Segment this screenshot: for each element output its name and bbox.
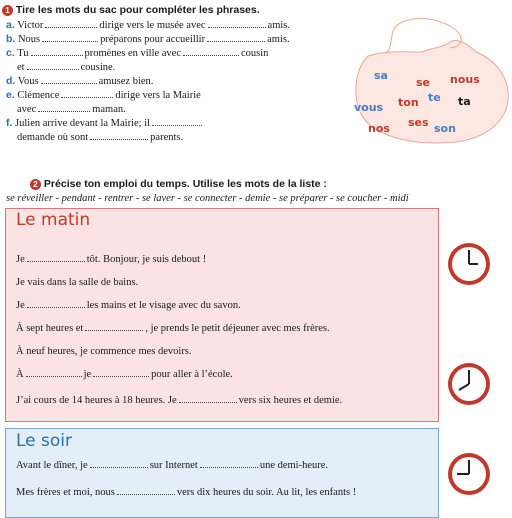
answer-blank[interactable] bbox=[27, 61, 79, 70]
answer-blank[interactable] bbox=[117, 486, 175, 495]
item-text: cousine. bbox=[80, 62, 116, 73]
ex1-item-f bbox=[6, 117, 204, 130]
line-text: Je vais dans la salle de bains. bbox=[16, 277, 139, 288]
answer-blank[interactable] bbox=[27, 299, 85, 308]
matin-line bbox=[16, 276, 138, 289]
ex1-item-c2 bbox=[17, 61, 115, 74]
soir-line bbox=[16, 486, 356, 499]
line-text: les mains et le visage avec du savon. bbox=[86, 300, 241, 311]
matin-box bbox=[5, 208, 439, 422]
ex1-heading bbox=[2, 4, 260, 17]
ex1-instruction: Tire les mots du sac pour compléter les phrases. bbox=[15, 4, 260, 16]
item-text: Clémence bbox=[17, 90, 60, 101]
bag-word: ses bbox=[408, 116, 429, 129]
ex2-number: 2 bbox=[30, 179, 41, 190]
item-text: parents. bbox=[150, 132, 184, 143]
answer-blank[interactable] bbox=[90, 459, 148, 468]
item-text: Nous bbox=[17, 34, 41, 45]
item-text: Victor bbox=[17, 20, 44, 31]
line-text: vers six heures et demie. bbox=[238, 395, 343, 406]
item-text: amusez bien. bbox=[98, 76, 154, 87]
item-text: promènes en ville avec bbox=[84, 48, 181, 59]
item-letter: f. bbox=[6, 117, 13, 129]
item-letter: b. bbox=[6, 33, 16, 45]
soir-box bbox=[5, 428, 439, 518]
matin-line bbox=[16, 345, 192, 358]
word-list: se réveiller - pendant - rentrer - se laver - se connecter - demie - se préparer - se coucher - midi bbox=[6, 193, 409, 204]
item-text: avec bbox=[17, 104, 37, 115]
item-text: préparons pour accueillir bbox=[100, 34, 206, 45]
answer-blank[interactable] bbox=[93, 368, 149, 377]
word-bag bbox=[346, 12, 512, 148]
ex2-heading bbox=[30, 178, 327, 191]
item-letter: e. bbox=[6, 89, 15, 101]
matin-line bbox=[16, 322, 330, 335]
ex2-instruction: Précise ton emploi du temps. Utilise les mots de la liste : bbox=[43, 178, 327, 190]
clock-icon bbox=[445, 450, 493, 498]
bag-word: vous bbox=[354, 101, 384, 114]
answer-blank[interactable] bbox=[200, 459, 258, 468]
line-text: une demi-heure. bbox=[259, 460, 329, 471]
line-text: pour aller à l’école. bbox=[151, 369, 233, 380]
answer-blank[interactable] bbox=[45, 19, 97, 28]
line-text: sur Internet bbox=[149, 460, 198, 471]
item-text: Julien arrive devant la Mairie; il bbox=[15, 118, 151, 129]
item-text: Vous bbox=[17, 76, 39, 87]
ex1-item-c bbox=[6, 47, 268, 60]
line-text: Je bbox=[16, 254, 25, 265]
answer-blank[interactable] bbox=[207, 33, 265, 42]
answer-blank[interactable] bbox=[41, 75, 97, 84]
line-text: Mes frères et moi, nous bbox=[16, 487, 115, 498]
item-text: dirige vers le musée avec bbox=[99, 20, 206, 31]
answer-blank[interactable] bbox=[26, 368, 82, 377]
answer-blank[interactable] bbox=[208, 19, 266, 28]
answer-blank[interactable] bbox=[90, 131, 148, 140]
answer-blank[interactable] bbox=[38, 103, 90, 112]
ex1-item-f2 bbox=[17, 131, 183, 144]
line-text: À neuf heures, je commence mes devoirs. bbox=[16, 346, 192, 357]
line-text: À sept heures et bbox=[16, 323, 84, 334]
soir-title: Le soir bbox=[16, 431, 73, 451]
bag-word: ton bbox=[398, 96, 419, 109]
ex1-item-d bbox=[6, 75, 153, 88]
answer-blank[interactable] bbox=[31, 47, 83, 56]
answer-blank[interactable] bbox=[27, 253, 85, 262]
answer-blank[interactable] bbox=[152, 117, 202, 126]
ex1-item-e bbox=[6, 89, 201, 102]
answer-blank[interactable] bbox=[179, 394, 237, 403]
item-text: demande où sont bbox=[17, 132, 89, 143]
clock-icon bbox=[445, 240, 493, 288]
bag-word: sa bbox=[374, 69, 388, 82]
matin-title: Le matin bbox=[16, 210, 91, 230]
line-text: , je prends le petit déjeuner avec mes frères. bbox=[145, 323, 330, 334]
line-text: tôt. Bonjour, je suis debout ! bbox=[86, 254, 207, 265]
ex1-number: 1 bbox=[2, 5, 13, 16]
line-text: J’ai cours de 14 heures à 18 heures. Je bbox=[16, 395, 177, 406]
answer-blank[interactable] bbox=[61, 89, 113, 98]
line-text: Je bbox=[16, 300, 25, 311]
bag-word: te bbox=[428, 91, 441, 104]
item-letter: a. bbox=[6, 19, 15, 31]
item-letter: c. bbox=[6, 47, 15, 59]
matin-line bbox=[16, 394, 342, 407]
clock-icon bbox=[445, 360, 493, 408]
line-text: À bbox=[16, 369, 24, 380]
item-text: amis. bbox=[267, 34, 290, 45]
bag-word: nous bbox=[450, 73, 480, 86]
item-letter: d. bbox=[6, 75, 16, 87]
line-text: Avant le dîner, je bbox=[16, 460, 88, 471]
matin-line bbox=[16, 299, 241, 312]
ex1-item-e2 bbox=[17, 103, 126, 116]
ex1-item-a bbox=[6, 19, 290, 32]
item-text: cousin bbox=[241, 48, 269, 59]
item-text: Tu bbox=[17, 48, 29, 59]
bag-word: nos bbox=[368, 122, 390, 135]
answer-blank[interactable] bbox=[42, 33, 98, 42]
bag-word: se bbox=[416, 76, 431, 89]
line-text: je bbox=[83, 369, 92, 380]
answer-blank[interactable] bbox=[183, 47, 239, 56]
answer-blank[interactable] bbox=[85, 322, 143, 331]
line-text: vers dix heures du soir. Au lit, les enfants ! bbox=[176, 487, 357, 498]
matin-line bbox=[16, 368, 233, 381]
item-text: maman. bbox=[92, 104, 126, 115]
bag-word: ta bbox=[458, 95, 471, 108]
item-text: et bbox=[17, 62, 25, 73]
matin-line bbox=[16, 253, 206, 266]
bag-word: son bbox=[434, 122, 456, 135]
item-text: amis. bbox=[267, 20, 290, 31]
ex1-item-b bbox=[6, 33, 290, 46]
item-text: dirige vers la Mairie bbox=[115, 90, 201, 101]
soir-line bbox=[16, 459, 328, 472]
